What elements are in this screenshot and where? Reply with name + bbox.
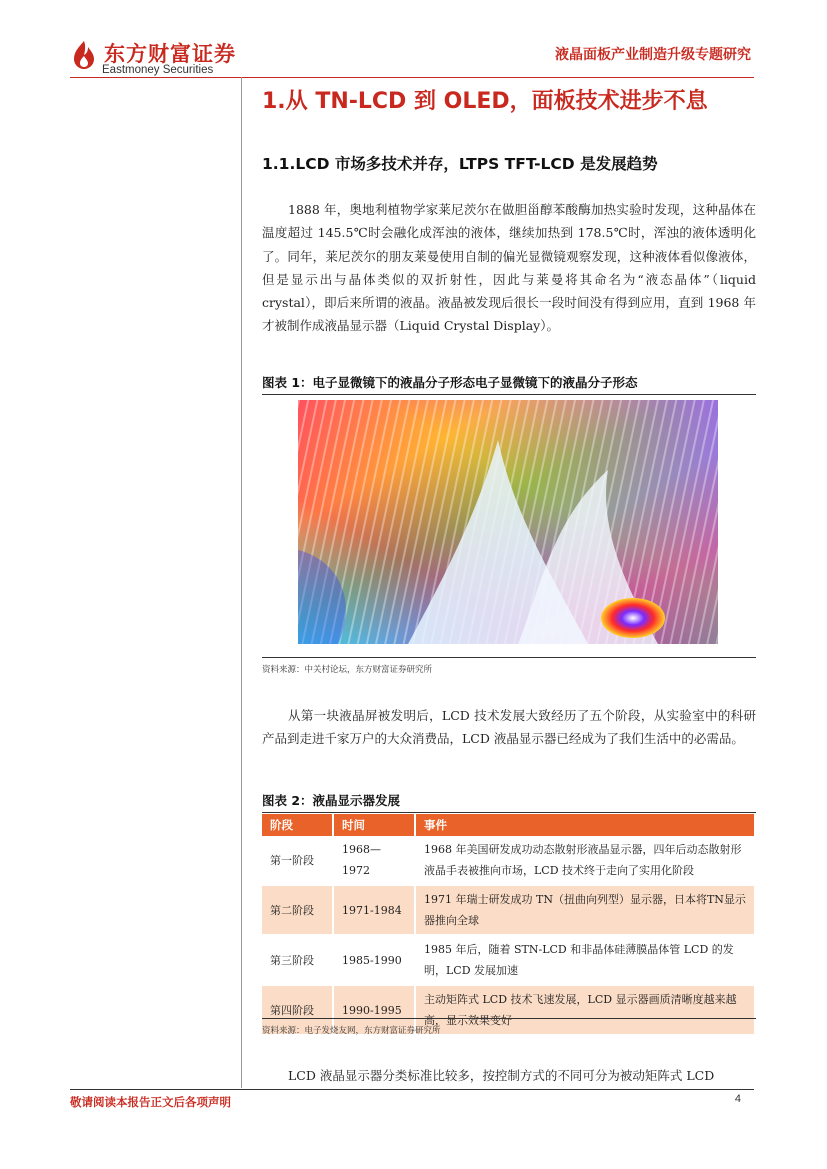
body-paragraph-1: 1888 年，奥地利植物学家莱尼茨尔在做胆甾醇苯酸酶加热实验时发现，这种晶体在温度超过 145.5℃时会融化成浑浊的液体，继续加热到 178.5℃时，浑浊的液体透明化了。同年，莱尼茨尔的朋友莱曼使用自制的偏光显微镜观察发现，这种液体看似像液体，但是显示出与晶体类似的双折射性，因此与莱曼将其命名为“液态晶体”（liquid crystal），即后来所谓的液晶。液晶被发现后很长一段时间没有得到应用，直到 1968 年才被制作成液晶显示器（Liquid Crystal Display）。	[262, 202, 756, 334]
figure-2-title: 图表 2：液晶显示器发展	[262, 793, 401, 808]
table-row	[262, 836, 755, 885]
lcd-development-table	[262, 814, 756, 1036]
stage-cell: 第三阶段	[262, 935, 333, 985]
figure-1-top-rule	[262, 394, 756, 395]
figure-2-top-rule	[262, 812, 756, 813]
stage-cell: 第四阶段	[262, 985, 333, 1035]
period-cell: 1990-1995	[333, 985, 415, 1035]
body-paragraph-3: LCD 液晶显示器分类标准比较多，按控制方式的不同可分为被动矩阵式 LCD	[288, 1068, 715, 1083]
period-cell: 1971-1984	[333, 885, 415, 935]
period-cell: 1985-1990	[333, 935, 415, 985]
column-header-period: 时间	[333, 814, 415, 836]
event-cell: 1968 年美国研发成功动态散射形液晶显示器，四年后动态散射形液晶手表被推向市场，LCD 技术终于走向了实用化阶段	[415, 836, 755, 885]
stage-cell: 第二阶段	[262, 885, 333, 935]
report-title: 液晶面板产业制造升级专题研究	[555, 47, 751, 63]
brand-name-en: Eastmoney Securities	[102, 64, 214, 76]
header-divider	[70, 77, 754, 78]
body-paragraph-2: 从第一块液晶屏被发明后，LCD 技术发展大致经历了五个阶段，从实验室中的科研产品到走进千家万户的大众消费品，LCD 液晶显示器已经成为了我们生活中的必需品。	[262, 708, 756, 747]
event-cell: 1971 年瑞士研发成功 TN（扭曲向列型）显示器，日本将TN显示器推向全球	[415, 885, 755, 935]
subsection-heading: 1.1.LCD 市场多技术并存，LTPS TFT-LCD 是发展趋势	[262, 155, 658, 173]
event-cell: 1985 年后，随着 STN-LCD 和非晶体硅薄膜晶体管 LCD 的发明，LCD 发展加速	[415, 935, 755, 985]
sidebar-divider	[241, 77, 242, 1088]
column-header-event: 事件	[415, 814, 755, 836]
stage-cell: 第一阶段	[262, 836, 333, 885]
figure-2-source: 资料来源：电子发烧友网，东方财富证券研究所	[262, 1026, 441, 1036]
figure-1-title: 图表 1：电子显微镜下的液晶分子形态电子显微镜下的液晶分子形态	[262, 375, 638, 390]
period-cell: 1968—1972	[333, 836, 415, 885]
brand-name: 东方财富证券	[104, 42, 236, 66]
section-heading: 1.从 TN-LCD 到 OLED，面板技术进步不息	[262, 89, 708, 114]
table-row	[262, 935, 755, 985]
eastmoney-logo-icon	[70, 40, 98, 70]
table-header-row	[262, 814, 755, 836]
figure-1-bottom-rule	[262, 657, 756, 658]
column-header-stage: 阶段	[262, 814, 333, 836]
liquid-crystal-micrograph	[298, 400, 718, 644]
footer-divider	[70, 1089, 754, 1090]
table-row	[262, 885, 755, 935]
disclaimer-notice: 敬请阅读本报告正文后各项声明	[70, 1095, 231, 1109]
event-cell: 主动矩阵式 LCD 技术飞速发展，LCD 显示器画质清晰度越来越高，显示效果变好	[415, 985, 755, 1035]
figure-2-bottom-rule	[262, 1018, 756, 1019]
figure-1-source: 资料来源：中关村论坛，东方财富证券研究所	[262, 665, 433, 675]
page-number: 4	[734, 1093, 741, 1105]
